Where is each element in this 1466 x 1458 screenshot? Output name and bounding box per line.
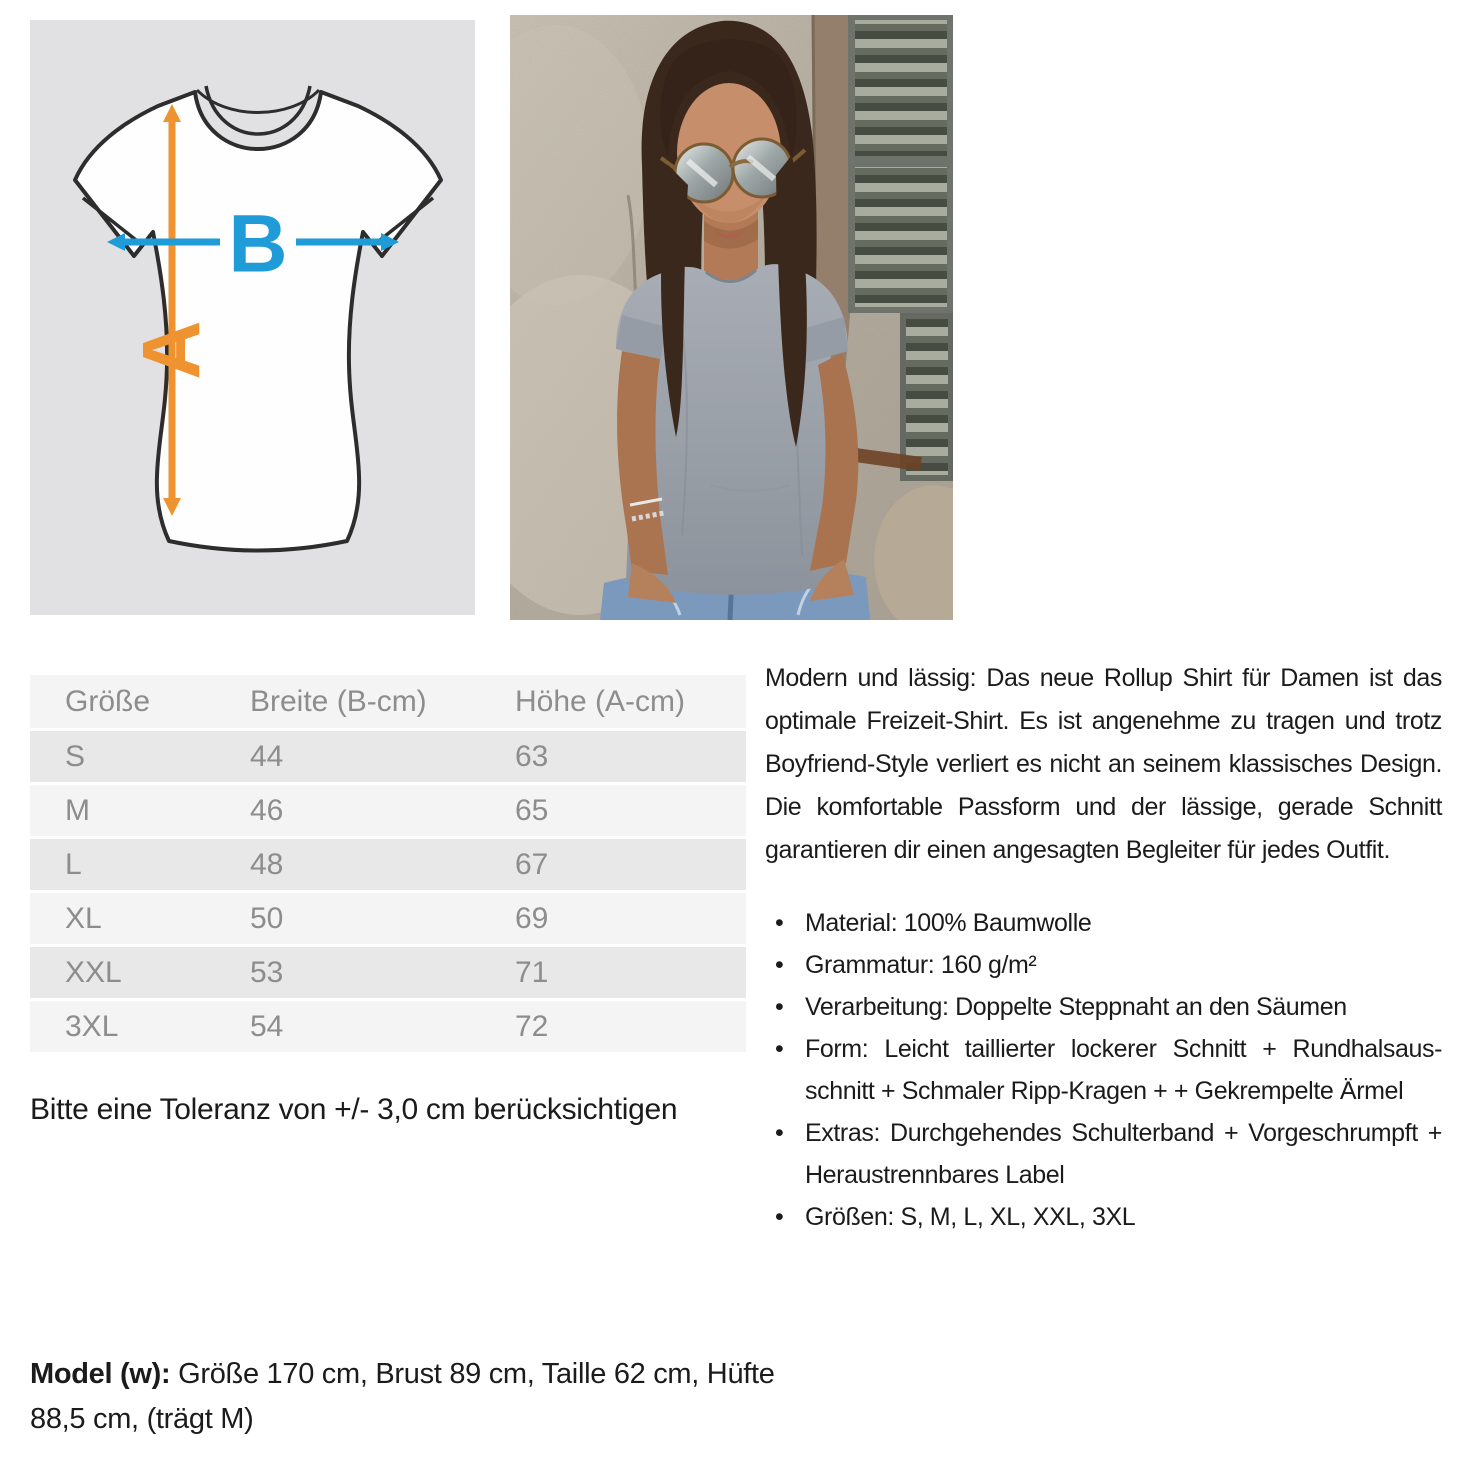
size-cell: XXL bbox=[30, 946, 250, 1000]
feature-item-extras: • Extras: Durchgehendes Schulterband + Vorgeschrumpft + Heraustrennbares Label bbox=[765, 1112, 1442, 1196]
size-cell: M bbox=[30, 784, 250, 838]
size-cell: 3XL bbox=[30, 1000, 250, 1054]
column-header-groesse: Größe bbox=[30, 675, 250, 730]
column-header-hoehe: Höhe (A-cm) bbox=[515, 675, 746, 730]
feature-item-form: • Form: Leicht taillierter lockerer Schnitt + Rundhalsaus-schnitt + Schmaler Ripp-Kragen + + Gekrempelte Ärmel bbox=[765, 1028, 1442, 1112]
size-table-header-row bbox=[30, 675, 746, 730]
table-row-s bbox=[30, 730, 746, 784]
width-cell: 53 bbox=[250, 946, 515, 1000]
table-row-l bbox=[30, 838, 746, 892]
width-cell: 50 bbox=[250, 892, 515, 946]
feature-item-verarbeitung: • Verarbeitung: Doppelte Steppnaht an den Säumen bbox=[765, 986, 1442, 1028]
feature-item-grammatur: • Grammatur: 160 g/m² bbox=[765, 944, 1442, 986]
table-row-3xl bbox=[30, 1000, 746, 1054]
width-arrow-label: B bbox=[228, 198, 288, 290]
height-cell: 72 bbox=[515, 1000, 746, 1054]
feature-item-material: • Material: 100% Baumwolle bbox=[765, 902, 1442, 944]
tolerance-note: Bitte eine Toleranz von +/- 3,0 cm berücksichtigen bbox=[30, 1093, 678, 1126]
model-info bbox=[30, 1352, 782, 1442]
feature-list bbox=[765, 902, 1442, 1238]
size-cell: XL bbox=[30, 892, 250, 946]
model-info-details: Größe 170 cm, Brust 89 cm, Taille 62 cm, Hüfte 88,5 cm, (trägt M) bbox=[30, 1358, 775, 1435]
column-header-breite: Breite (B-cm) bbox=[250, 675, 515, 730]
size-diagram-panel bbox=[30, 20, 475, 615]
height-arrow-label: A bbox=[126, 320, 218, 380]
table-row-xl bbox=[30, 892, 746, 946]
product-description: Modern und lässig: Das neue Rollup Shirt für Damen ist das optimale Freizeit-Shirt. Es ist angenehme zu tragen und trotz Boyfriend-Style verliert es nicht an seinem klassisches Design. Die komfortable Passform und der lässige, gerade Schnitt garantieren dir einen angesagten Begleiter für jedes Outfit. bbox=[765, 664, 1442, 864]
collar-inner-line bbox=[206, 86, 310, 134]
height-cell: 69 bbox=[515, 892, 746, 946]
height-cell: 65 bbox=[515, 784, 746, 838]
height-cell: 67 bbox=[515, 838, 746, 892]
size-cell: S bbox=[30, 730, 250, 784]
size-cell: L bbox=[30, 838, 250, 892]
width-cell: 48 bbox=[250, 838, 515, 892]
size-table bbox=[30, 675, 746, 1055]
model-photo-illustration bbox=[510, 15, 953, 620]
height-cell: 71 bbox=[515, 946, 746, 1000]
description-column bbox=[765, 657, 1442, 1238]
height-cell: 63 bbox=[515, 730, 746, 784]
model-info-label: Model (w): bbox=[30, 1358, 171, 1390]
width-cell: 46 bbox=[250, 784, 515, 838]
width-cell: 44 bbox=[250, 730, 515, 784]
model-photo bbox=[510, 15, 953, 620]
table-row-xxl bbox=[30, 946, 746, 1000]
feature-item-groessen: • Größen: S, M, L, XL, XXL, 3XL bbox=[765, 1196, 1442, 1238]
tshirt-measurement-diagram bbox=[30, 20, 475, 615]
table-row-m bbox=[30, 784, 746, 838]
width-cell: 54 bbox=[250, 1000, 515, 1054]
